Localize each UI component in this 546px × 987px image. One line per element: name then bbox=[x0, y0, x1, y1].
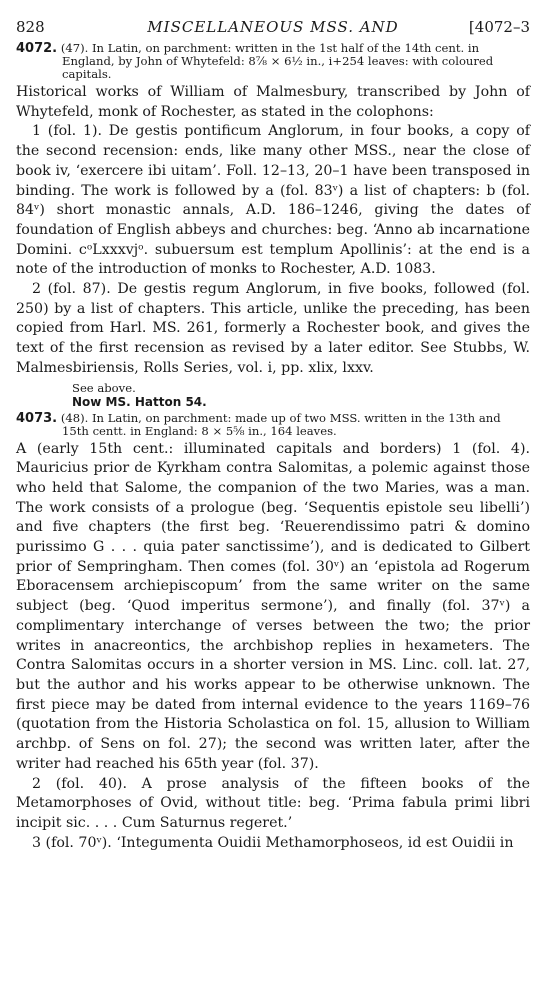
entry-header bbox=[16, 412, 530, 438]
running-title: MISCELLANEOUS MSS. AND bbox=[147, 18, 399, 36]
entry-summary: Historical works of William of Malmesbury, transcribed by John of Whytefeld, monk of Rochester, as stated in the colophons: bbox=[16, 84, 530, 120]
article-2: 2 (fol. 87). De gestis regum Anglorum, in five books, followed (fol. 250) by a list of chapters. This article, unlike the preceding, has been copied from Harl. MS. 261, formerly a Rochester book, and gives the text of the first recension as revised by a later editor. See Stubbs, W. Malmesbiriensis, Rolls Series, vol. i, pp. xlix, lxxv. bbox=[16, 281, 530, 376]
article-3: 3 (fol. 70ᵛ). ‘Integumenta Ouidii Methamorphoseos, id est Ouidii in bbox=[32, 834, 514, 851]
running-head bbox=[16, 12, 530, 42]
shelfmark-note: Now MS. Hatton 54. bbox=[72, 394, 207, 409]
entry-notes bbox=[16, 381, 530, 409]
article-1: A (early 15th cent.: illuminated capitals and borders) 1 (fol. 4). Mauricius prior de Kyrkham contra Salomitas, a polemic against those who held that Salome, the companion of the two Maries, was a man. The work consists of a prologue (beg. ‘Sequentis epistole seu libelli’) and five chapters (the first beg. ‘Reuerendissimo patri & domino purissimo G . . . quia pater sanctissime’), and is dedicated to Gilbert prior of Sempringham. Then comes (fol. 30ᵛ) an ‘epistola ad Rogerum Eboracensem archiepiscopum’ from the same writer on the same subject (beg. ‘Quod imperitus sermone’), and finally (fol. 37ᵛ) a complimentary interchange of verses between the two; the prior writes in anacreontics, the archbishop replies in hexameters. The Contra Salomitas occurs in a shorter version in MS. Linc. coll. lat. 27, but the author and his works appear to be otherwise unknown. The first piece may be dated from internal evidence to the years 1169–76 (quotation from the Historia Scholastica on fol. 15, allusion to William archbp. of Sens on fol. 27); the second was written later, after the writer had reached his 65th year (fol. 37). bbox=[16, 440, 530, 772]
entry-number: 4072. bbox=[16, 41, 58, 56]
entry-header bbox=[16, 42, 530, 81]
entry-range: [4072–3 bbox=[468, 18, 530, 36]
see-above-note: See above. bbox=[72, 380, 136, 395]
entry-description: (47). In Latin, on parchment: written in the 1st half of the 14th cent. in England, by John of Whytefeld: 8⅞ × 6½ in., i+254 leaves: with coloured capitals. bbox=[60, 41, 494, 81]
entry-4073 bbox=[16, 412, 530, 854]
article-2: 2 (fol. 40). A prose analysis of the fifteen books of the Metamorphoses of Ovid, without title: beg. ‘Prima fabula primi libri incipit sic. . . . Cum Saturnus regeret.’ bbox=[16, 775, 530, 831]
article-1: 1 (fol. 1). De gestis pontificum Anglorum, in four books, a copy of the second recension: ends, like many other MSS., near the close of book iv, ‘exercere ibi uitam’. Foll. 12–13, 20–1 have been transposed in binding. The work is followed by a (fol. 83ᵛ) a list of chapters: b (fol. 84ᵛ) short monastic annals, A.D. 186–1246, giving the dates of foundation of English abbeys and churches: beg. ‘Anno ab incarnatione Domini. cᵒLxxxvjᵒ. subuersum est templum Apollinis’: at the end is a note of the introduction of monks to Rochester, A.D. 1083. bbox=[16, 123, 530, 278]
entry-4072 bbox=[16, 42, 530, 409]
document-page bbox=[16, 12, 530, 853]
page-number: 828 bbox=[16, 18, 45, 36]
entry-number: 4073. bbox=[16, 410, 58, 426]
entry-description: (48). In Latin, on parchment: made up of two MSS. written in the 13th and 15th centt. in England: 8 × 5⅝ in., 164 leaves. bbox=[60, 410, 501, 438]
